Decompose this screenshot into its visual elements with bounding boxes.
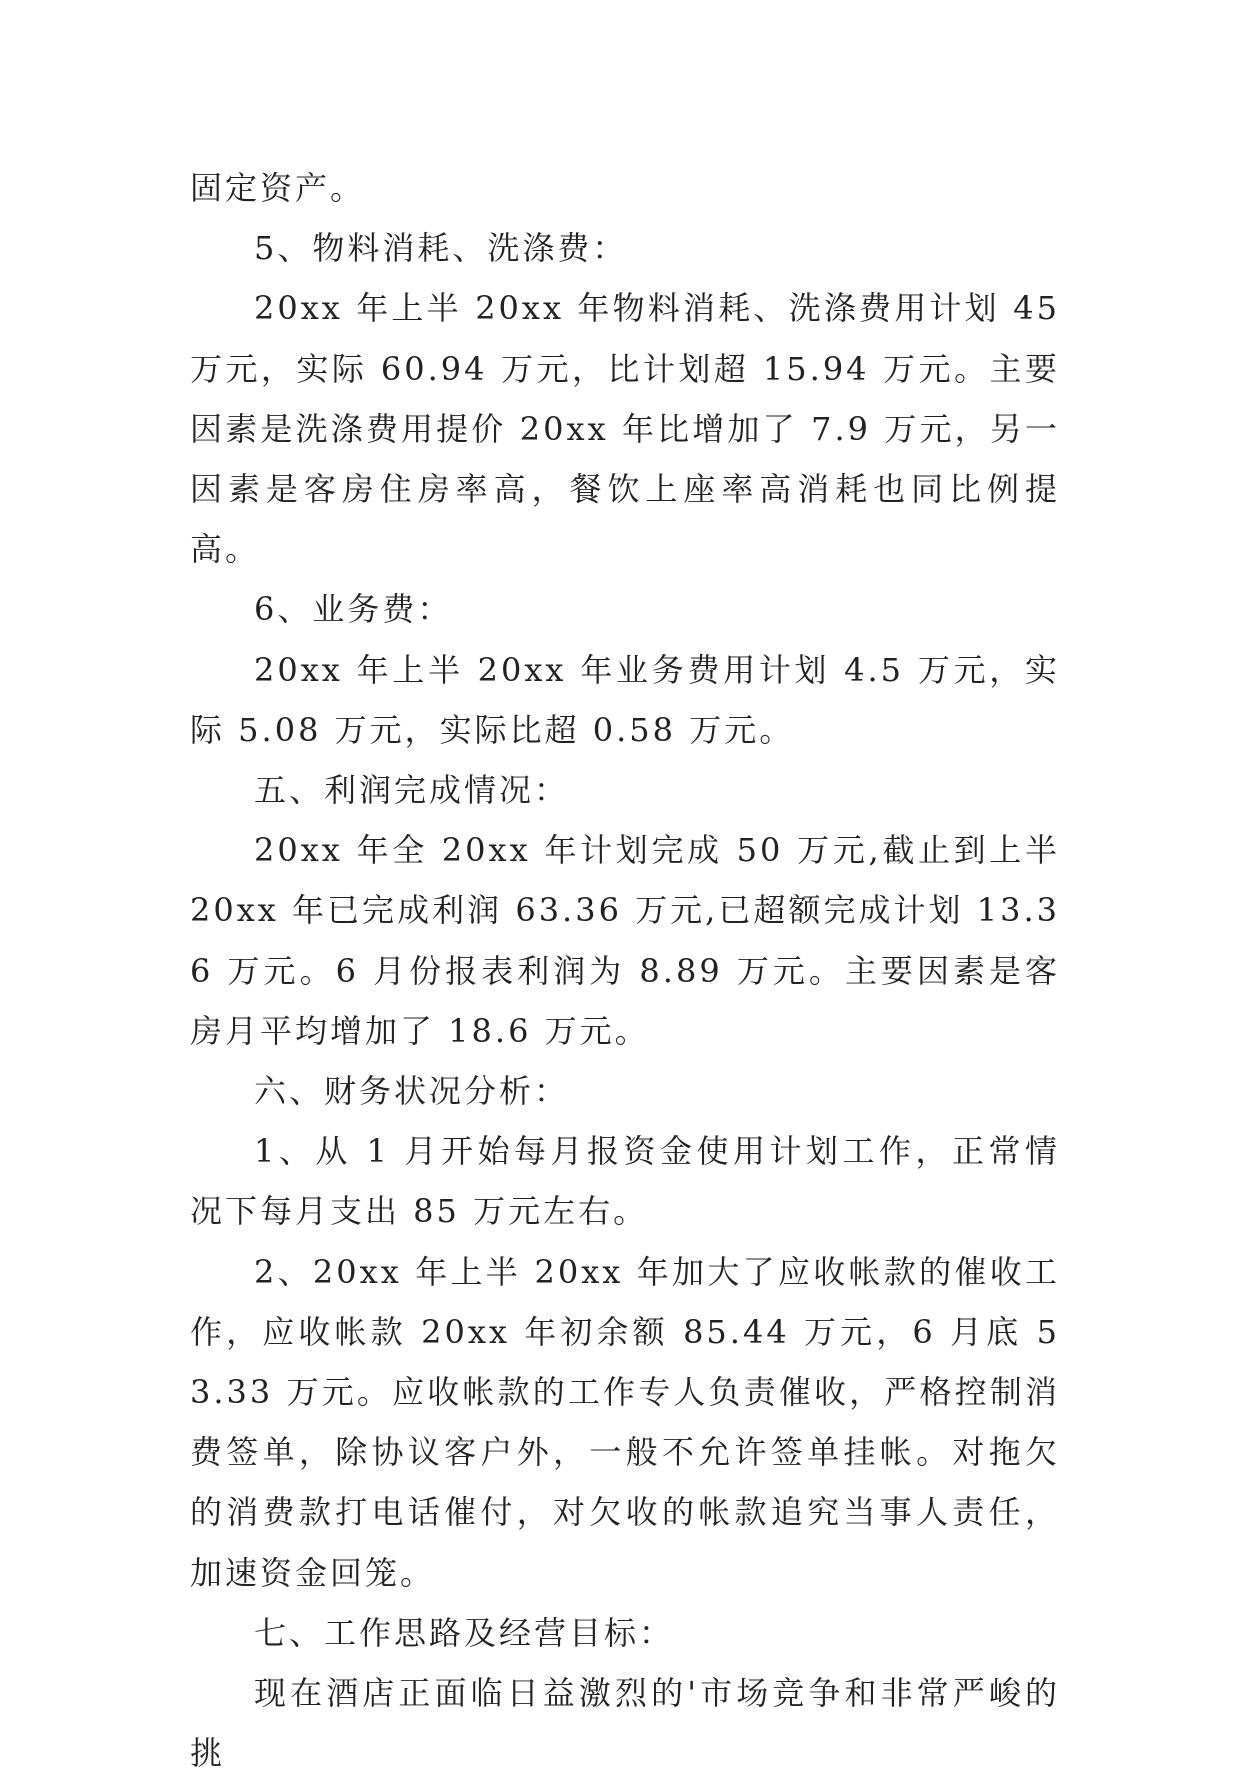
- body-text: [190, 158, 1060, 1783]
- heading-work-goals: 七、工作思路及经营目标：: [254, 1613, 675, 1652]
- paragraph-receivables: 2、20xx 年上半 20xx 年加大了应收帐款的催收工作，应收帐款 20xx 年初余额 85.44 万元，6 月底 53.33 万元。应收帐款的工作专人负责催收，严格控制消费签单，除协议客户外，一般不允许签单挂帐。对拖欠的消费款打电话催付，对欠收的帐款追究当事人责任，加速资金回笼。: [190, 1252, 1060, 1592]
- paragraph-market-competition: 现在酒店正面临日益激烈的'市场竞争和非常严峻的挑: [190, 1674, 1060, 1773]
- heading-materials-laundry: 5、物料消耗、洗涤费：: [254, 229, 628, 268]
- heading-profit: 五、利润完成情况：: [254, 771, 570, 810]
- heading-business-expense: 6、业务费：: [254, 590, 453, 629]
- paragraph-materials-laundry: 20xx 年上半 20xx 年物料消耗、洗涤费用计划 45 万元，实际 60.94 万元，比计划超 15.94 万元。主要因素是洗涤费用提价 20xx 年比增加了 7.9 万元，另一因素是客房住房率高，餐饮上座率高消耗也同比例提高。: [190, 289, 1060, 569]
- paragraph-profit: 20xx 年全 20xx 年计划完成 50 万元,截止到上半 20xx 年已完成利润 63.36 万元,已超额完成计划 13.36 万元。6 月份报表利润为 8.89 万元。主要因素是客房月平均增加了 18.6 万元。: [190, 831, 1060, 1050]
- heading-financial-analysis: 六、财务状况分析：: [254, 1072, 570, 1111]
- paragraph-fund-plan: 1、从 1 月开始每月报资金使用计划工作，正常情况下每月支出 85 万元左右。: [190, 1132, 1060, 1231]
- paragraph-continuation: 固定资产。: [190, 169, 366, 207]
- paragraph-business-expense: 20xx 年上半 20xx 年业务费用计划 4.5 万元，实际 5.08 万元，实际比超 0.58 万元。: [190, 650, 1060, 749]
